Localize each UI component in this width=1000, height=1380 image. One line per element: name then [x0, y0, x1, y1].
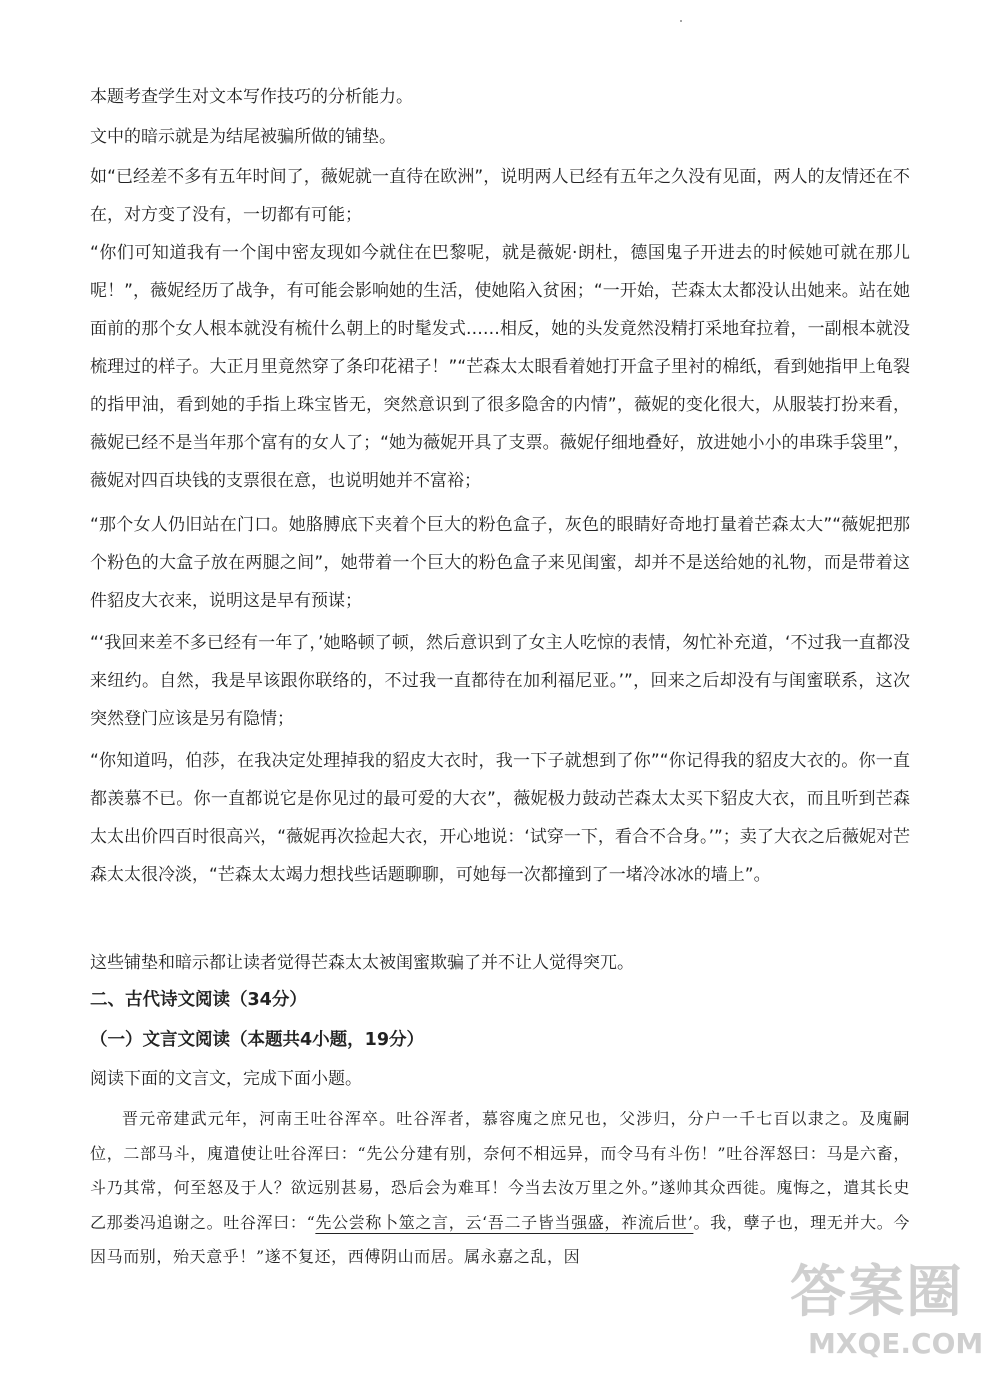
reading-instruction: 阅读下面的文言文，完成下面小题。	[90, 1069, 362, 1089]
analysis-paragraph-1: 本题考查学生对文本写作技巧的分析能力。	[90, 87, 413, 107]
section-heading: 二、古代诗文阅读（34分）	[90, 990, 307, 1010]
watermark-logo-text: 答案圈	[790, 1260, 964, 1325]
analysis-paragraph-2: 文中的暗示就是为结尾被骗所做的铺垫。	[90, 127, 396, 147]
analysis-paragraph-5: “那个女人仍旧站在门口。她胳膊底下夹着个巨大的粉色盒子，灰色的眼睛好奇地打量着芒森太大”“薇妮把那个粉色的大盒子放在两腿之间”，她带着一个巨大的粉色盒子来见闺蜜，却并不是送给她的礼物，而是带着这件貂皮大衣来，说明这是早有预谋；	[90, 515, 910, 611]
scan-speck	[680, 20, 682, 22]
underlined-sentence: 先公尝称卜筮之言，云‘吾二子皆当强盛，祚流后世’	[315, 1212, 694, 1232]
analysis-paragraph-4: “你们可知道我有一个闺中密友现如今就住在巴黎呢，就是薇妮·朗杜，德国鬼子开进去的时候她可就在那儿呢！”，薇妮经历了战争，有可能会影响她的生活，使她陷入贫困；“一开始，芒森太太都没认出她来。站在她面前的那个女人根本就没有梳什么朝上的时髦发式……相反，她的头发竟然没精打采地耷拉着，一副根本就没梳理过的样子。大正月里竟然穿了条印花裙子！”“芒森太太眼看着她打开盒子里衬的棉纸，看到她指甲上龟裂的指甲油，看到她的手指上珠宝皆无，突然意识到了很多隐舍的内情”，薇妮的变化很大，从服装打扮来看，薇妮已经不是当年那个富有的女人了；“她为薇妮开具了支票。薇妮仔细地叠好，放进她小小的串珠手袋里”，薇妮对四百块钱的支票很在意，也说明她并不富裕；	[90, 243, 910, 491]
watermark-url: MXQE.COM	[808, 1327, 984, 1360]
analysis-paragraph-3: 如“已经差不多有五年时间了，薇妮就一直待在欧洲”，说明两人已经有五年之久没有见面，两人的友情还在不在，对方变了没有，一切都有可能；	[90, 167, 910, 225]
analysis-paragraph-6: “‘我回来差不多已经有一年了，’她略顿了顿，然后意识到了女主人吃惊的表情，匆忙补充道，‘不过我一直都没来纽约。自然，我是早该跟你联络的，不过我一直都待在加利福尼亚。’”，回来之后却没有与闺蜜联系，这次突然登门应该是另有隐情；	[90, 633, 910, 729]
classical-chinese-passage	[90, 1102, 910, 1275]
site-watermark	[790, 1262, 995, 1374]
sub-heading: （一）文言文阅读（本题共4小题，19分）	[90, 1030, 425, 1050]
analysis-paragraph-7: “你知道吗，伯莎，在我决定处理掉我的貂皮大衣时，我一下子就想到了你”“你记得我的貂皮大衣的。你一直都羡慕不已。你一直都说它是你见过的最可爱的大衣”，薇妮极力鼓动芒森太太买下貂皮大衣，而且听到芒森太太出价四百时很高兴，“薇妮再次捡起大衣，开心地说：‘试穿一下，看合不合身。’”；卖了大衣之后薇妮对芒森太太很冷淡，“芒森太太竭力想找些话题聊聊，可她每一次都撞到了一堵冷冰冰的墙上”。	[90, 751, 910, 885]
analysis-conclusion: 这些铺垫和暗示都让读者觉得芒森太太被闺蜜欺骗了并不让人觉得突兀。	[90, 953, 634, 973]
classical-text-part-2: 。我，孽子也，理无并大。今因马而别，殆天意乎！”遂不复还，西傅阴山而居。属永嘉之乱，因	[90, 1212, 910, 1266]
classical-text-part-1: 晋元帝建武元年，河南王吐谷浑卒。吐谷浑者，慕容廆之庶兄也，父涉归，分户一千七百以隶之。及廆嗣位，二部马斗，廆遣使让吐谷浑曰：“先公分建有别，奈何不相远异，而令马有斗伤！”吐谷浑怒曰：马是六畜，斗乃其常，何至怒及于人？欲远别甚易，恐后会为难耳！今当去汝万里之外。”遂帅其众西徙。廆悔之，遣其长史乙那娄冯追谢之。吐谷浑曰：“	[90, 1109, 910, 1232]
